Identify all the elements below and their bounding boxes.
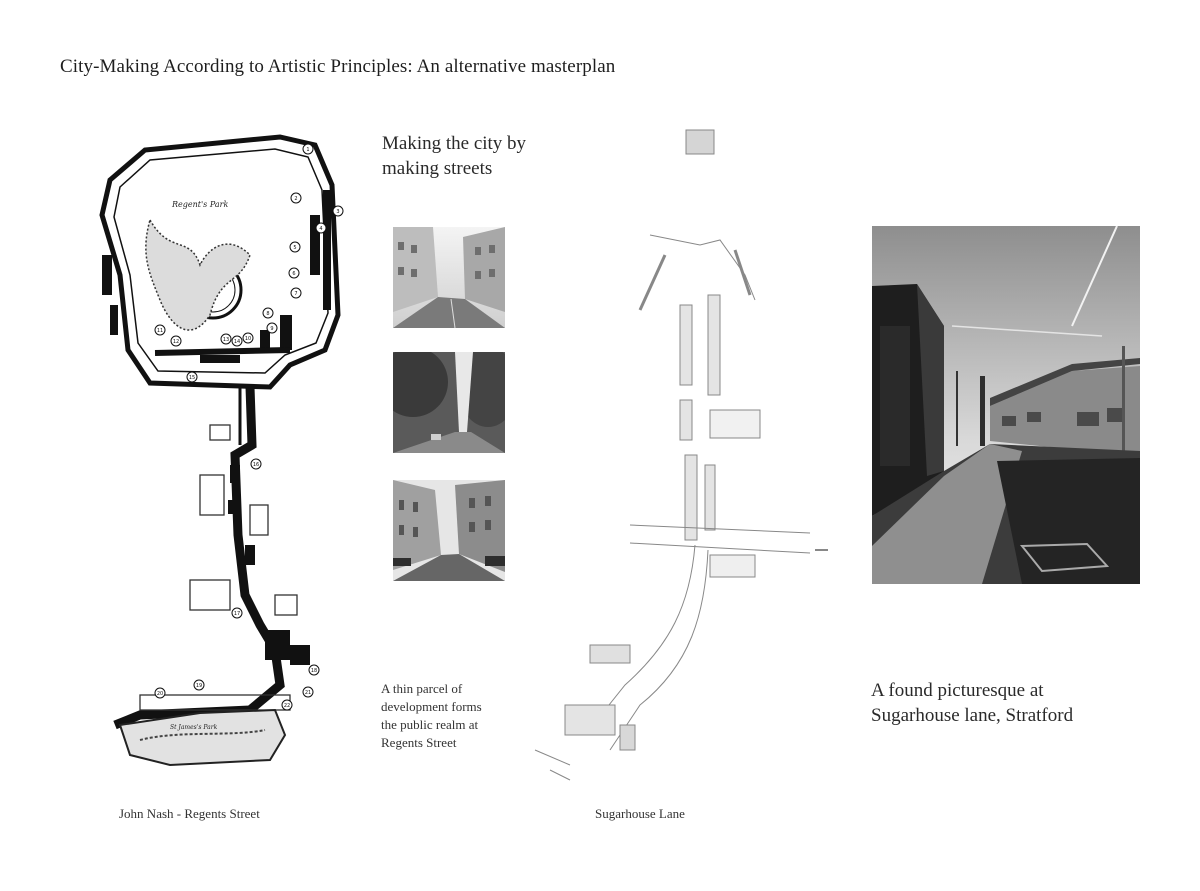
park-label: Regent's Park (172, 200, 229, 209)
map-marker: 9 (270, 326, 274, 332)
sugarhouse-lane-photo (872, 226, 1140, 584)
map-marker: 13 (222, 337, 230, 343)
sugarhouse-lane-plan (530, 125, 830, 785)
map-marker: 17 (233, 611, 241, 617)
map-marker: 20 (156, 691, 164, 697)
map-marker: 4 (319, 226, 323, 232)
middle-caption-line: Regents Street (381, 735, 457, 750)
map-marker: 5 (293, 245, 297, 251)
map-marker: 21 (304, 690, 312, 696)
middle-caption-line: A thin parcel of (381, 681, 463, 696)
map-marker: 12 (172, 339, 180, 345)
map-marker: 14 (233, 339, 241, 345)
regents-street-map (80, 125, 350, 770)
map-marker: 10 (244, 336, 252, 342)
map-marker: 1 (306, 147, 310, 153)
street-photo-2 (393, 352, 505, 453)
street-photo-1 (393, 227, 505, 328)
middle-heading-line: making streets (382, 158, 493, 179)
middle-caption (381, 680, 482, 752)
right-caption (871, 678, 1073, 728)
middle-heading-line: Making the city by (382, 133, 527, 154)
map-marker: 8 (266, 311, 270, 317)
middle-caption-line: the public realm at (381, 717, 479, 732)
map-marker: 22 (283, 703, 291, 709)
map-marker: 7 (294, 291, 298, 297)
map-marker: 2 (294, 196, 298, 202)
st-james-label: St James's Park (170, 724, 218, 731)
map-marker: 18 (310, 668, 318, 674)
map-marker: 19 (195, 683, 203, 689)
right-caption-line: A found picturesque at (871, 680, 1044, 701)
map-marker: 15 (188, 375, 196, 381)
middle-caption-line: development forms (381, 699, 482, 714)
map-marker: 3 (336, 209, 340, 215)
map-marker: 6 (292, 271, 296, 277)
map-marker: 16 (252, 462, 260, 468)
middle-heading (382, 131, 526, 181)
page-title: City-Making According to Artistic Principles: An alternative masterplan (60, 56, 616, 77)
regent-street-spine (115, 387, 280, 725)
street-photo-3 (393, 480, 505, 581)
map-marker: 11 (156, 328, 164, 334)
nash-caption: John Nash - Regents Street (119, 806, 260, 821)
sugarhouse-caption: Sugarhouse Lane (595, 806, 685, 821)
park-lake (146, 220, 250, 330)
right-caption-line: Sugarhouse lane, Stratford (871, 705, 1074, 726)
